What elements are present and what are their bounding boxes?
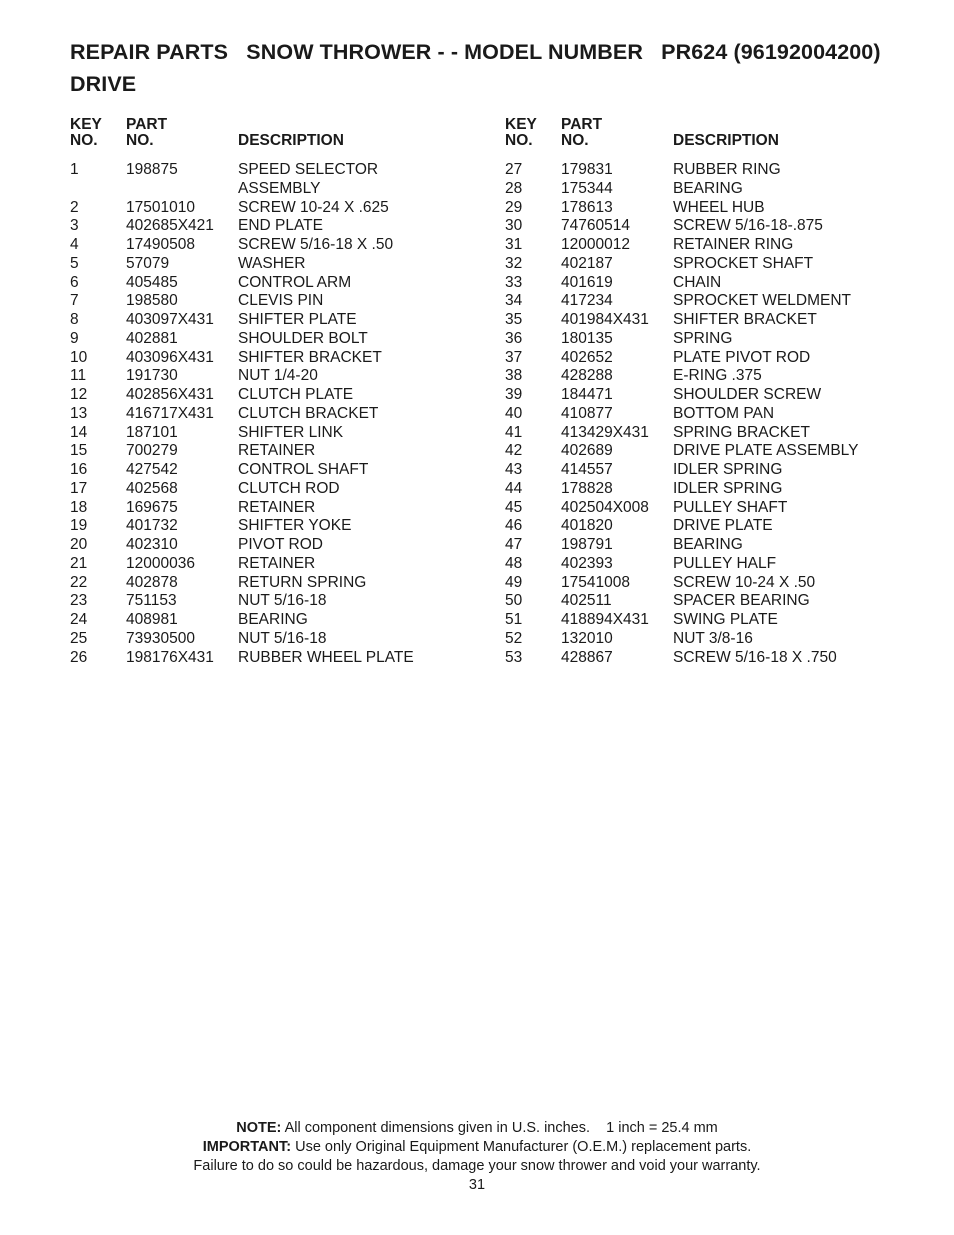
description: BEARING: [673, 536, 743, 553]
description: NUT 1/4-20: [238, 367, 318, 385]
part-no: 17490508: [126, 236, 195, 253]
table-row: [70, 517, 438, 536]
key-no: 20: [70, 536, 88, 553]
part-no: 191730: [126, 367, 178, 385]
key-no: 51: [505, 611, 523, 628]
table-row: [505, 217, 873, 236]
note-line: [0, 1119, 954, 1138]
key-no: 52: [505, 629, 523, 647]
table-row: [70, 274, 438, 293]
description: IDLER SPRING: [673, 479, 783, 497]
table-header: [505, 117, 873, 161]
table-row: [70, 367, 438, 386]
description: NUT 5/16-18: [238, 592, 327, 610]
key-no: 32: [505, 254, 523, 272]
key-no: 28: [505, 179, 523, 197]
description: PLATE PIVOT ROD: [673, 348, 811, 366]
table-row: [70, 555, 438, 574]
key-no: 5: [70, 254, 79, 272]
description: SHIFTER PLATE: [238, 311, 357, 328]
table-row: [70, 386, 438, 405]
key-no: 53: [505, 648, 523, 666]
key-no: 2: [70, 198, 79, 216]
part-no: 413429X431: [561, 423, 649, 441]
description: CHAIN: [673, 273, 722, 291]
warning-line: Failure to do so could be hazardous, damage your snow thrower and void your warranty.: [193, 1158, 761, 1174]
part-no: 12000036: [126, 554, 195, 572]
part-no: 402393: [561, 554, 613, 572]
table-row: [505, 461, 873, 480]
part-no: 402881: [126, 329, 178, 347]
part-no: 175344: [561, 179, 613, 197]
key-no: 7: [70, 292, 79, 310]
table-row: [70, 574, 438, 593]
table-row: [70, 630, 438, 649]
description: RETAINER RING: [673, 236, 794, 253]
part-no: 187101: [126, 423, 178, 441]
important-label: IMPORTANT:: [202, 1139, 292, 1155]
key-no: 11: [70, 367, 87, 385]
description: SCREW 10-24 X .50: [673, 573, 816, 591]
note-label: NOTE:: [236, 1120, 282, 1136]
description: RUBBER WHEEL PLATE: [238, 648, 414, 666]
description: DRIVE PLATE ASSEMBLY: [673, 442, 859, 460]
table-row: [70, 611, 438, 630]
key-no: 1: [70, 161, 79, 178]
key-header-line2: NO.: [70, 132, 98, 149]
key-no: 26: [70, 648, 88, 666]
description: NUT 3/8-16: [673, 629, 753, 647]
key-no: 21: [70, 554, 88, 572]
table-row: [505, 255, 873, 274]
description: E-RING .375: [673, 367, 762, 385]
description: BEARING: [238, 611, 308, 628]
table-row: [505, 574, 873, 593]
key-no: 50: [505, 592, 523, 610]
part-no: 402504X008: [561, 498, 649, 516]
part-no: 132010: [561, 629, 613, 647]
table-row: [70, 330, 438, 349]
description: SPROCKET WELDMENT: [673, 292, 851, 310]
key-header-line2: NO.: [505, 132, 533, 149]
key-no: 45: [505, 498, 523, 516]
table-row: [70, 499, 438, 518]
part-no: 700279: [126, 442, 178, 460]
part-no: 198875: [126, 161, 178, 178]
title-line-1: REPAIR PARTS SNOW THROWER - - MODEL NUMBER PR624 (96192004200): [70, 40, 881, 64]
key-no: 22: [70, 573, 88, 591]
description-header: DESCRIPTION: [673, 132, 779, 149]
key-no: 39: [505, 386, 523, 403]
table-row: [70, 292, 438, 311]
description: CONTROL SHAFT: [238, 461, 369, 478]
key-no: 30: [505, 217, 523, 235]
table-row: [505, 630, 873, 649]
part-no: 198580: [126, 292, 178, 310]
part-no: 402187: [561, 254, 613, 272]
part-no: 73930500: [126, 629, 195, 647]
key-no: 9: [70, 329, 79, 347]
table-row: [70, 255, 438, 274]
table-row: [70, 217, 438, 236]
description: WASHER: [238, 254, 306, 272]
part-no: 402856X431: [126, 386, 214, 403]
description: CLUTCH PLATE: [238, 386, 354, 403]
description: SPRING: [673, 329, 733, 347]
key-no: 13: [70, 404, 88, 422]
table-row: [505, 311, 873, 330]
part-no: 401984X431: [561, 311, 649, 328]
key-no: 23: [70, 592, 88, 610]
table-row: [505, 349, 873, 368]
key-no: 38: [505, 367, 523, 385]
table-row: [505, 180, 873, 199]
part-no: 17541008: [561, 573, 630, 591]
table-row: [505, 517, 873, 536]
part-no-header: [126, 117, 167, 149]
description: CLUTCH BRACKET: [238, 404, 379, 422]
description: CLEVIS PIN: [238, 292, 324, 310]
table-row: [505, 424, 873, 443]
key-no: 40: [505, 404, 523, 422]
part-no: 402689: [561, 442, 613, 460]
part-no: 179831: [561, 161, 613, 178]
table-row: [505, 555, 873, 574]
key-no: 34: [505, 292, 523, 310]
table-row: [505, 386, 873, 405]
footer-notes: [0, 1119, 954, 1195]
description: IDLER SPRING: [673, 461, 783, 478]
important-text: Use only Original Equipment Manufacturer (O.E.M.) replacement parts.: [295, 1139, 752, 1155]
key-no: 3: [70, 217, 79, 235]
key-no: 27: [505, 161, 523, 178]
part-no: 751153: [126, 592, 177, 610]
description: RETAINER: [238, 554, 316, 572]
table-row: [505, 442, 873, 461]
description: RETURN SPRING: [238, 573, 367, 591]
note-text: All component dimensions given in U.S. inches. 1 inch = 25.4 mm: [284, 1120, 718, 1136]
part-no: 408981: [126, 611, 178, 628]
description: DRIVE PLATE: [673, 517, 773, 535]
table-row: [505, 649, 873, 668]
description: SHIFTER LINK: [238, 423, 344, 441]
part-header-line1: PART: [561, 116, 603, 133]
table-row: [70, 461, 438, 480]
description: RETAINER: [238, 498, 316, 516]
description: END PLATE: [238, 217, 323, 235]
part-no: 198791: [561, 536, 613, 553]
key-no: 41: [505, 423, 523, 441]
table-row: [505, 480, 873, 499]
parts-list-right: [505, 161, 873, 667]
key-no: 19: [70, 517, 88, 535]
description: WHEEL HUB: [673, 198, 765, 216]
table-row: [505, 536, 873, 555]
table-row: [70, 405, 438, 424]
table-row: [505, 499, 873, 518]
part-no: 403097X431: [126, 311, 214, 328]
key-no: 10: [70, 348, 88, 366]
table-row: [70, 199, 438, 218]
table-row: [70, 592, 438, 611]
part-no: 416717X431: [126, 404, 214, 422]
table-row: [505, 330, 873, 349]
part-no: 178613: [561, 198, 613, 216]
table-row: [505, 199, 873, 218]
table-row: [505, 161, 873, 180]
part-no: 169675: [126, 498, 178, 516]
key-no: 8: [70, 311, 79, 328]
description: BOTTOM PAN: [673, 404, 775, 422]
table-row: [505, 274, 873, 293]
key-no-header: [70, 117, 102, 149]
table-row: [505, 405, 873, 424]
key-no: 18: [70, 498, 88, 516]
part-no: 403096X431: [126, 348, 214, 366]
part-no: 405485: [126, 273, 178, 291]
part-header-line1: PART: [126, 116, 168, 133]
important-line: [0, 1138, 954, 1157]
description: SCREW 5/16-18-.875: [673, 217, 823, 235]
description: SPRING BRACKET: [673, 423, 810, 441]
description: RETAINER: [238, 442, 316, 460]
description: SPEED SELECTOR ASSEMBLY: [238, 161, 379, 197]
page-number: 31: [468, 1177, 486, 1193]
part-no: 402685X421: [126, 217, 214, 235]
description: SPROCKET SHAFT: [673, 254, 814, 272]
description: PIVOT ROD: [238, 536, 323, 553]
part-no: 178828: [561, 479, 613, 497]
table-row: [70, 536, 438, 555]
table-row: [70, 311, 438, 330]
part-no: 428867: [561, 648, 613, 666]
key-no: 14: [70, 423, 88, 441]
description-header: DESCRIPTION: [238, 132, 344, 149]
table-row: [70, 480, 438, 499]
table-row: [70, 161, 438, 199]
part-header-line2: NO.: [126, 132, 154, 149]
description: SPACER BEARING: [673, 592, 810, 610]
description: BEARING: [673, 179, 743, 197]
part-no: 198176X431: [126, 648, 214, 666]
part-no: 401619: [561, 273, 613, 291]
key-no: 31: [505, 236, 523, 253]
key-no: 29: [505, 198, 523, 216]
key-no: 4: [70, 236, 79, 253]
part-no: 402511: [561, 592, 612, 610]
key-no: 16: [70, 461, 88, 478]
part-no: 74760514: [561, 217, 630, 235]
part-no: 414557: [561, 461, 613, 478]
part-no: 401732: [126, 517, 178, 535]
key-no: 43: [505, 461, 523, 478]
key-no: 15: [70, 442, 88, 460]
key-no: 49: [505, 573, 523, 591]
part-no: 57079: [126, 254, 170, 272]
part-header-line2: NO.: [561, 132, 589, 149]
description: CONTROL ARM: [238, 273, 352, 291]
key-no: 48: [505, 554, 523, 572]
key-no-header: [505, 117, 537, 149]
table-row: [70, 442, 438, 461]
table-row: [70, 236, 438, 255]
key-no: 47: [505, 536, 523, 553]
description: SHOULDER SCREW: [673, 386, 822, 403]
part-no-header: [561, 117, 602, 149]
part-no: 402310: [126, 536, 178, 553]
description: SWING PLATE: [673, 611, 778, 628]
description: RUBBER RING: [673, 161, 781, 178]
part-no: 180135: [561, 329, 613, 347]
description: SHIFTER BRACKET: [238, 348, 382, 366]
parts-list-left: [70, 161, 438, 667]
part-no: 402652: [561, 348, 613, 366]
part-no: 418894X431: [561, 611, 649, 628]
page-title: [70, 36, 930, 100]
part-no: 417234: [561, 292, 613, 310]
table-header: [70, 117, 438, 161]
description: SCREW 10-24 X .625: [238, 198, 389, 216]
key-no: 6: [70, 273, 79, 291]
part-no: 410877: [561, 404, 613, 422]
description: SCREW 5/16-18 X .50: [238, 236, 394, 253]
key-no: 42: [505, 442, 523, 460]
table-row: [505, 611, 873, 630]
description: SHIFTER YOKE: [238, 517, 352, 535]
part-no: 402568: [126, 479, 178, 497]
description: CLUTCH ROD: [238, 479, 340, 497]
key-header-line1: KEY: [70, 116, 102, 133]
table-row: [70, 349, 438, 368]
key-no: 12: [70, 386, 88, 403]
part-no: 12000012: [561, 236, 630, 253]
table-row: [505, 367, 873, 386]
part-no: 428288: [561, 367, 613, 385]
title-line-2: DRIVE: [70, 72, 137, 96]
table-row: [505, 592, 873, 611]
key-no: 37: [505, 348, 523, 366]
table-row: [505, 236, 873, 255]
part-no: 401820: [561, 517, 613, 535]
table-row: [70, 424, 438, 443]
description: NUT 5/16-18: [238, 629, 327, 647]
key-no: 33: [505, 273, 523, 291]
part-no: 402878: [126, 573, 178, 591]
table-row: [70, 649, 438, 668]
parts-table-right: [505, 117, 873, 667]
description: PULLEY HALF: [673, 554, 777, 572]
description: PULLEY SHAFT: [673, 498, 788, 516]
part-no: 427542: [126, 461, 178, 478]
part-no: 17501010: [126, 198, 195, 216]
description: SHOULDER BOLT: [238, 329, 368, 347]
description: SHIFTER BRACKET: [673, 311, 817, 328]
parts-table-left: [70, 117, 438, 667]
key-no: 25: [70, 629, 88, 647]
description: SCREW 5/16-18 X .750: [673, 648, 837, 666]
key-no: 35: [505, 311, 523, 328]
key-no: 17: [70, 479, 88, 497]
key-header-line1: KEY: [505, 116, 537, 133]
part-no: 184471: [561, 386, 613, 403]
key-no: 36: [505, 329, 523, 347]
key-no: 44: [505, 479, 523, 497]
key-no: 46: [505, 517, 523, 535]
key-no: 24: [70, 611, 88, 628]
table-row: [505, 292, 873, 311]
